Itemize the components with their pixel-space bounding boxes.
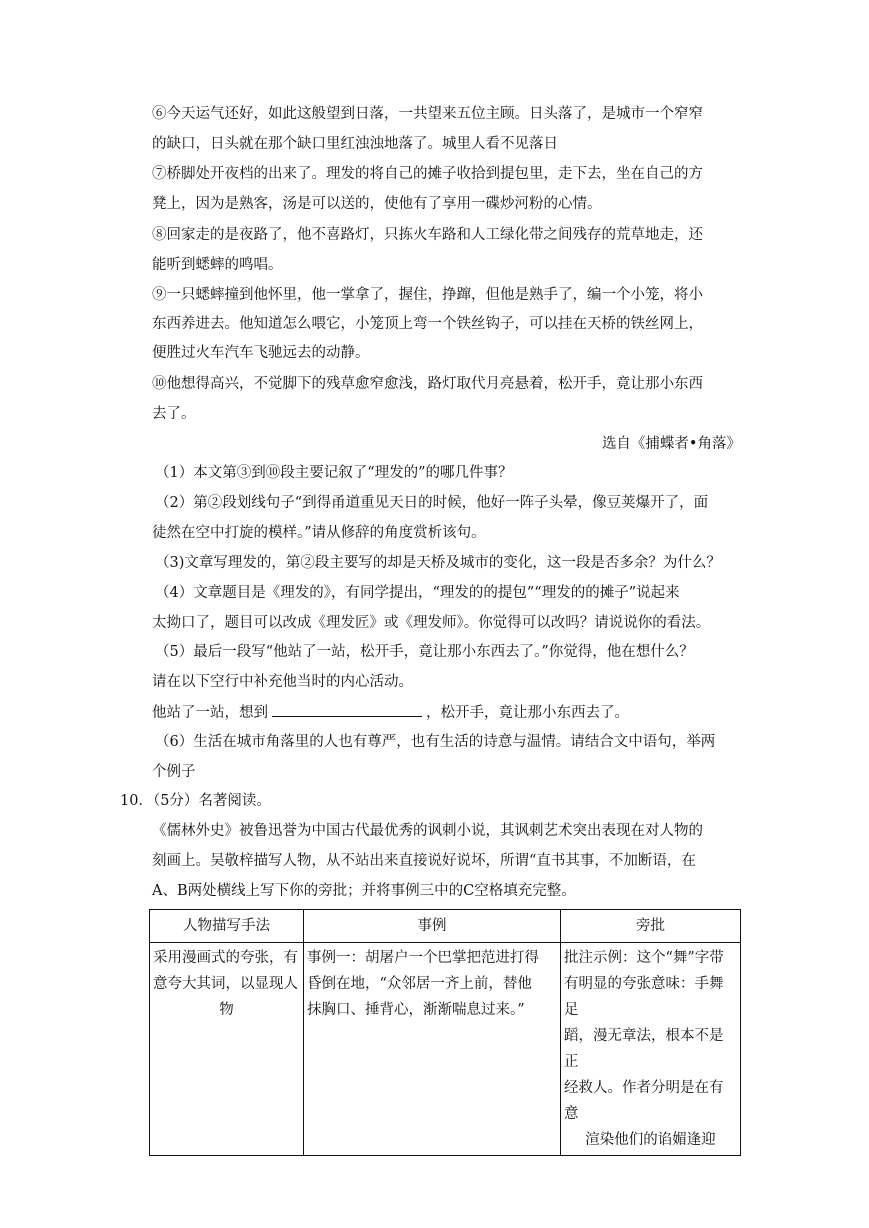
cell-method [150, 943, 304, 1156]
question-2-line2: 徒然在空中打旋的模样。”请从修辞的角度赏析该句。 [152, 525, 486, 541]
cell-text: 批注示例：这个“舞”字带 [563, 950, 724, 966]
question-10-header: 10．（5分）名著阅读。 [120, 793, 271, 809]
question-1: （1）本文第③到⑩段主要记叙了“理发的”的哪几件事？ [155, 465, 513, 481]
question-6-line2: 个例子 [152, 764, 196, 780]
cell-text: 昏倒在地，“众邻居一齐上前，替他 [306, 976, 532, 992]
header-example: 事例 [303, 910, 560, 943]
passage-line: ⑨一只蟋蟀撞到他怀里，他一掌拿了，握住，挣蹿，但他是熟手了，编一个小笼，将小 [152, 287, 703, 303]
passage-line: 去了。 [152, 406, 196, 422]
cell-text: 抹胸口、捶背心，渐渐喘息过来。” [306, 1002, 525, 1018]
passage-line: ⑦桥脚处开夜档的出来了。理发的将自己的摊子收拾到提包里，走下去，坐在自己的方 [152, 166, 703, 182]
cell-text: 经救人。作者分明是在有意 [563, 1080, 724, 1122]
cell-text: 事例一：胡屠户一个巴掌把范进打得 [306, 950, 539, 966]
fill-after-text: ，松开手，竟让那小东西去了。 [426, 705, 629, 721]
question-3: （3)文章写理发的，第②段主要写的却是天桥及城市的变化，这一段是否多余？为什么？ [155, 555, 721, 571]
passage-line: 东西养进去。他知道怎么喂它，小笼顶上弯一个铁丝钩子，可以挂在天桥的铁丝网上， [152, 316, 703, 332]
question-2-line1: （2）第②段划线句子“到得甬道重见天日的时候，他好一阵子头晕，像豆荚爆开了，面 [155, 495, 709, 511]
fill-in-line [152, 702, 629, 723]
question-6-line1: （6）生活在城市角落里的人也有尊严，也有生活的诗意与温情。请结合文中语句，举两 [155, 734, 716, 750]
question-10-line: A、B两处横线上写下你的旁批；并将事例三中的C空格填充完整。 [152, 883, 576, 899]
cell-text: 渲染他们的谄媚逢迎 [585, 1132, 716, 1148]
fill-before-text: 他站了一站，想到 [152, 705, 268, 721]
header-note: 旁批 [560, 910, 740, 943]
question-4-line1: （4）文章题目是《理发的》，有同学提出，“理发的的提包”“理发的的摊子”说起来 [155, 585, 680, 601]
passage-line: 便胜过火车汽车飞驰远去的动静。 [152, 345, 370, 361]
table-row [150, 943, 741, 1156]
cell-example [303, 943, 560, 1156]
passage-line: 的缺口，日头就在那个缺口里红浊浊地落了。城里人看不见落日 [152, 136, 558, 152]
passage-line: ⑧回家走的是夜路了，他不喜路灯，只拣火车路和人工绿化带之间残存的荒草地走，还 [152, 227, 703, 243]
question-5-line2: 请在以下空行中补充他当时的内心活动。 [152, 674, 413, 690]
cell-note [560, 943, 740, 1156]
question-10-line: 刻画上。吴敬梓描写人物，从不站出来直接说好说坏，所谓“直书其事，不加断语，在 [152, 853, 696, 869]
passage-line: 凳上，因为是熟客，汤是可以送的，使他有了享用一碟炒河粉的心情。 [152, 196, 602, 212]
question-5-line1: （5）最后一段写“他站了一站，松开手，竟让那小东西去了。”你觉得，他在想什么？ [155, 644, 694, 660]
cell-text: 物 [219, 1002, 234, 1018]
cell-text: 意夸大其词，以显现人 [153, 976, 298, 992]
annotation-table [149, 909, 741, 1156]
question-4-line2: 太拗口了，题目可以改成《理发匠》或《理发师》。你觉得可以改吗？请说说你的看法。 [152, 615, 711, 631]
passage-line: ⑥今天运气还好，如此这般望到日落，一共望来五位主顾。日头落了，是城市一个窄窄 [152, 106, 703, 122]
passage-line: 能听到蟋蟀的鸣唱。 [152, 257, 283, 273]
cell-text: 蹈，漫无章法，根本不是正 [563, 1028, 724, 1070]
passage-line: ⑩他想得高兴，不觉脚下的残草愈窄愈浅，路灯取代月亮悬着，松开手，竟让那小东西 [152, 376, 703, 392]
cell-text: 采用漫画式的夸张，有 [153, 950, 298, 966]
table-header-row [150, 910, 741, 943]
header-method: 人物描写手法 [150, 910, 304, 943]
cell-text: 有明显的夸张意味：手舞足 [563, 976, 724, 1018]
question-10-line: 《儒林外史》被鲁迅誉为中国古代最优秀的讽刺小说，其讽刺艺术突出表现在对人物的 [152, 823, 703, 839]
answer-blank[interactable] [272, 702, 422, 717]
source-citation: 选自《捕蝶者•角落》 [601, 436, 741, 452]
